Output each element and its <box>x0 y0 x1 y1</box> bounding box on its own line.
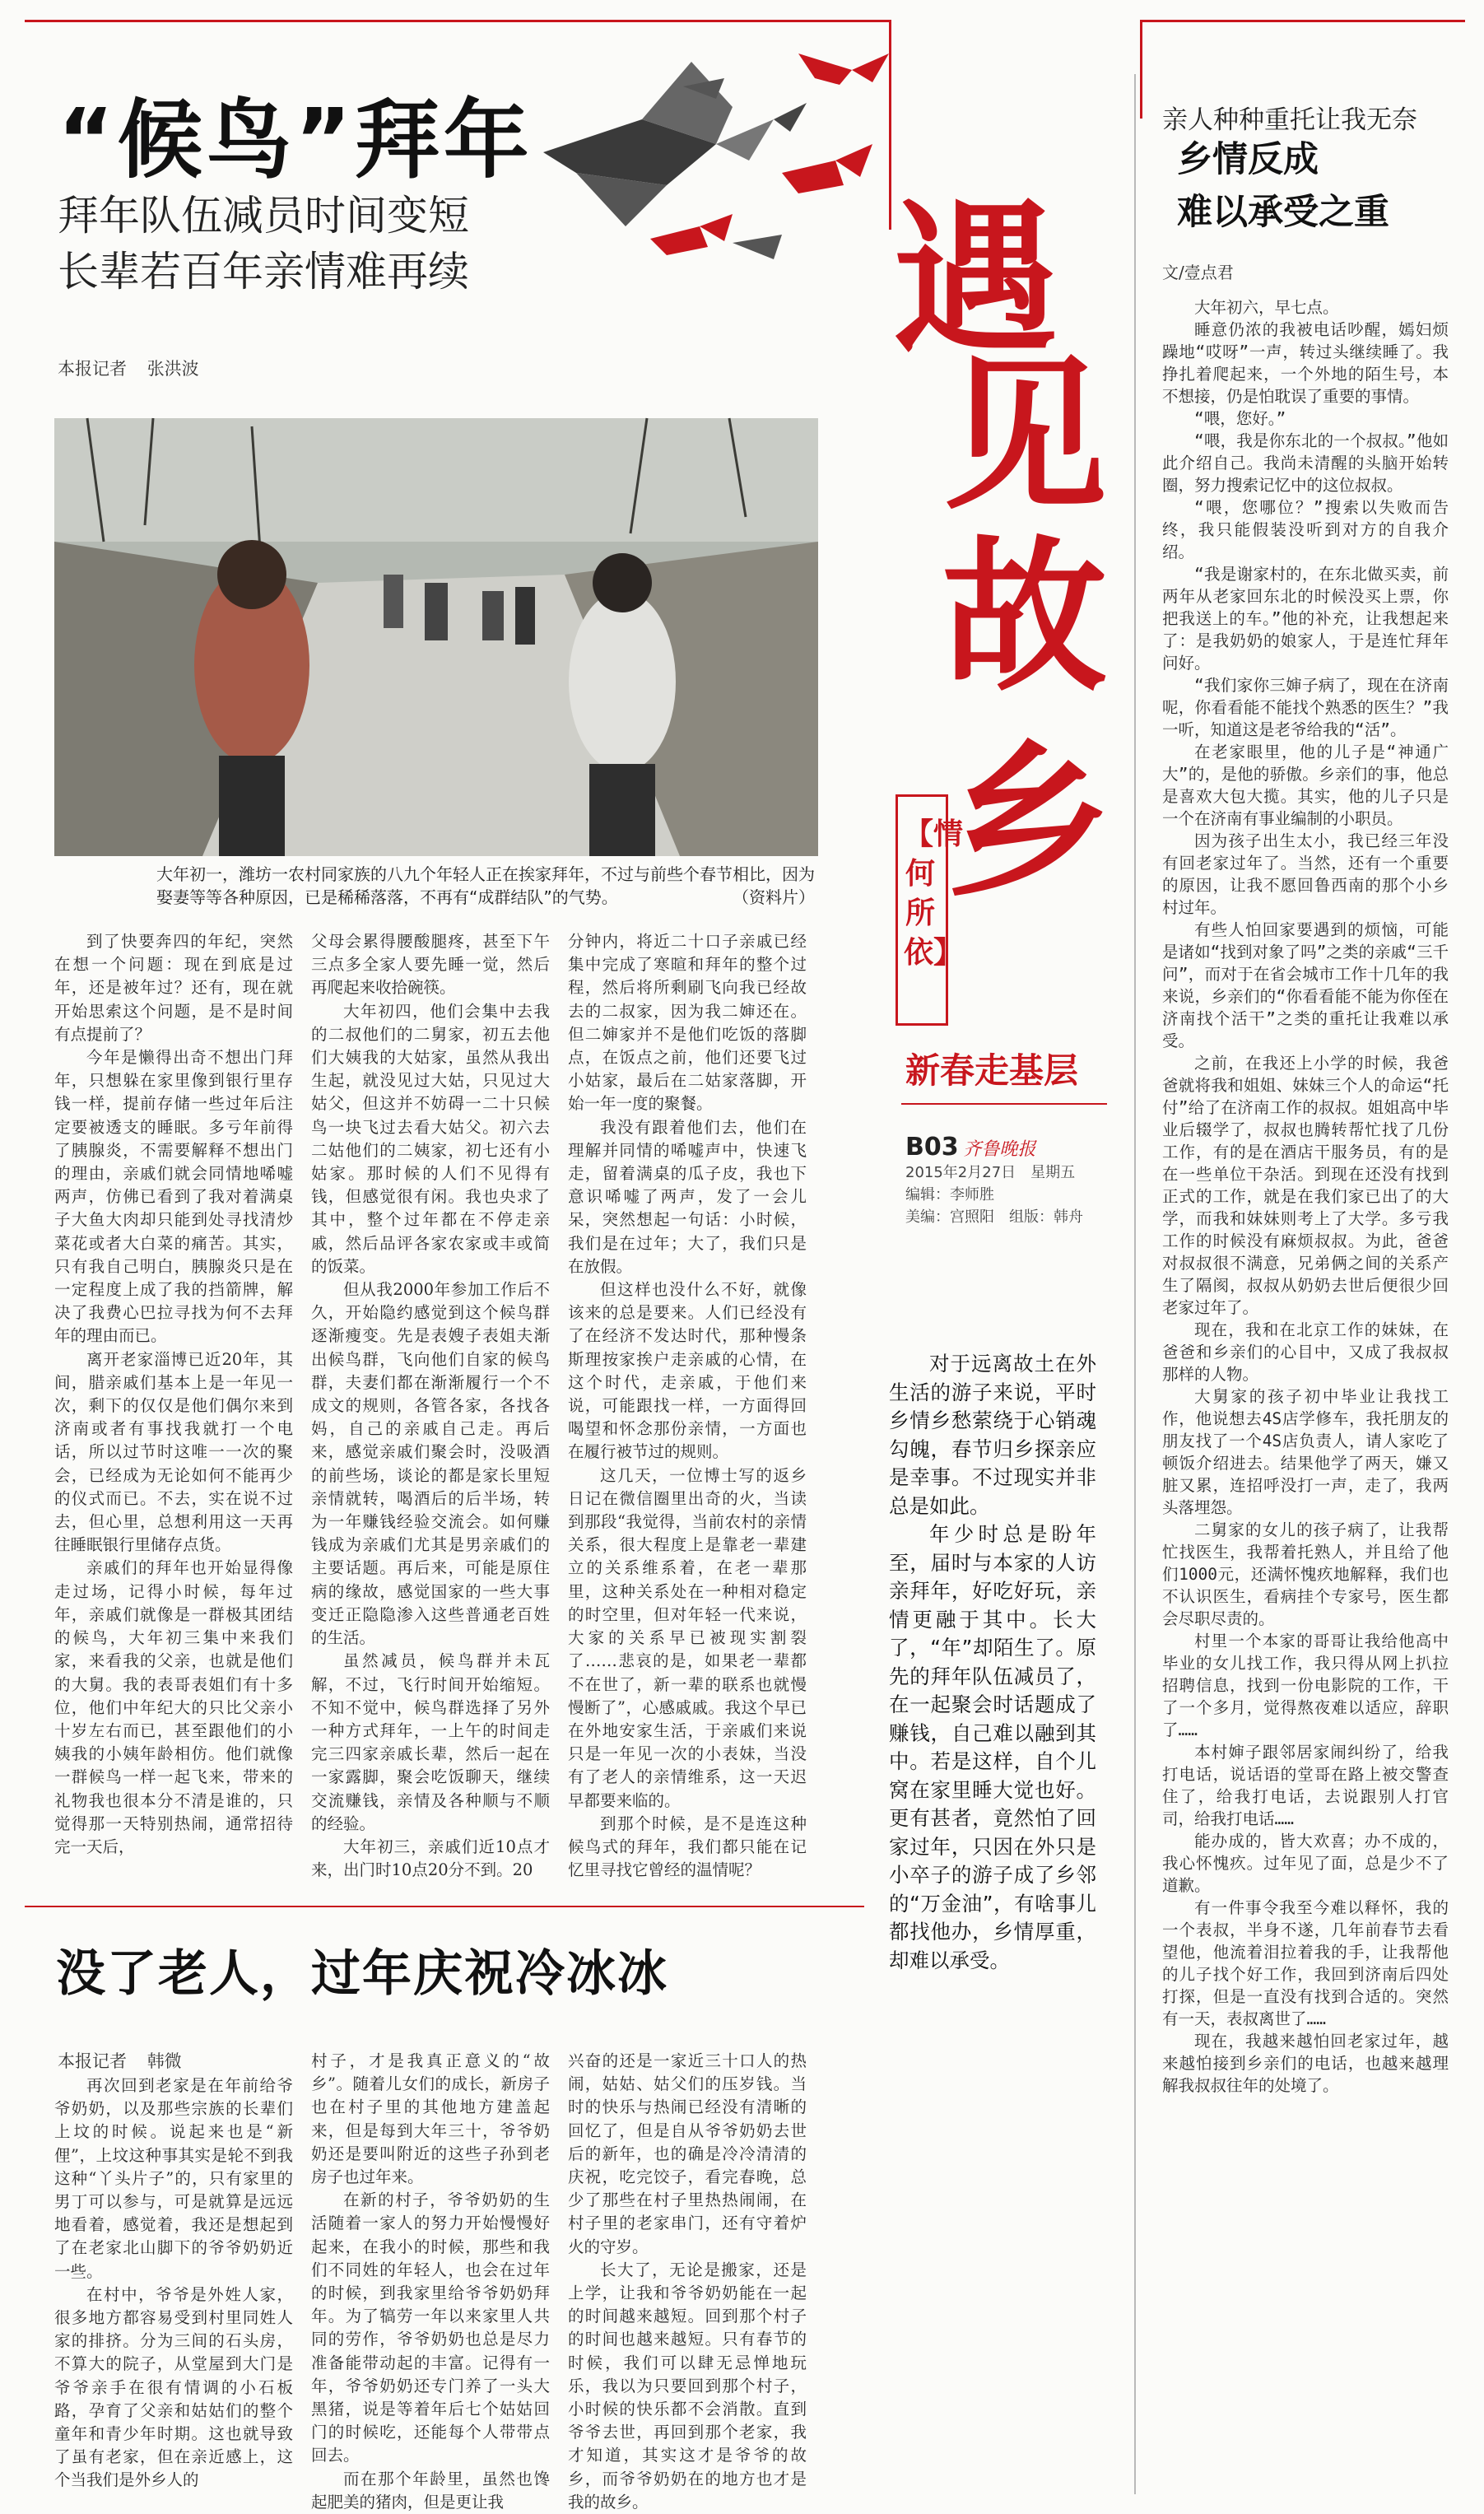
paragraph: 大年初三，亲戚们近10点才来，出门时10点20分不到。20 <box>311 1837 550 1880</box>
top-rule-left <box>25 20 889 22</box>
paragraph: 在村中，爷爷是外姓人家，很多地方都容易受到村里同姓人家的排挤。分为三间的石头房，不算大的院子，从堂屋到大门是爷爷亲手在很有情调的小石板路，孕育了父亲和姑姑们的整个童年和青少年时期。这也就导致了虽有老家，但在亲近感上，这个当我们是外乡人的 <box>54 2284 293 2490</box>
editor-line: 编辑：李师胜 <box>905 1186 994 1203</box>
paragraph: 因为孩子出生太小，我已经三年没有回老家过年了。当然，还有一个重要的原因，让我不愿回鲁西南的那个小乡村过年。 <box>1162 831 1449 917</box>
village-photo <box>54 418 818 856</box>
meta-rule <box>901 1103 1107 1105</box>
main-byline <box>58 356 199 380</box>
paragraph: 二舅家的女儿的孩子病了，让我帮忙找医生，我帮着托熟人，并且给了他们1000元，还满怀愧疚地解释，我们也不认识医生，看病挂个专家号，医生都会尽职尽责的。 <box>1162 1520 1449 1628</box>
second-story-column-3 <box>568 2050 807 2512</box>
paragraph: 在新的村子，爷爷奶奶的生活随着一家人的努力开始慢慢好起来，在我小的时候，那些和我们不同姓的年轻人，也会在过年的时候，到我家里给爷爷奶奶拜年。为了犒劳一年以来家里人共同的劳作，爷爷奶奶也总是尽力准备能带动起的丰富。记得有一年，爷爷奶奶还专门养了一头大黑猪，说是等着年后七个姑姑回门的时候吃，还能每个人带带点回去。 <box>311 2190 550 2465</box>
paragraph: 村里一个本家的哥哥让我给他高中毕业的女儿找工作，我只得从网上扒拉招聘信息，找到一份电影院的工作，干了一个多月，觉得熬夜难以适应，辞职了…… <box>1162 1632 1449 1739</box>
page-number: B03 <box>905 1133 959 1162</box>
paragraph: “喂，您哪位？”搜索以失败而告终，我只能假装没听到对方的自我介绍。 <box>1162 498 1449 561</box>
feature-title-char-3: 故 <box>942 520 1107 714</box>
lede-paragraph: 对于远离故土在外生活的游子来说，平时乡情乡愁萦绕于心销魂勾魄，春节归乡探亲应是幸事。不过现实并非总是如此。 <box>889 1352 1096 1518</box>
top-rule-right <box>1140 20 1465 22</box>
section-label: 新春走基层 <box>905 1050 1079 1091</box>
paragraph: 这几天，一位博士写的返乡日记在微信圈里出奇的火，当读到那段“我觉得，当前农村的亲情关系，很大程度上是靠老一辈建立的关系维系着，在老一辈那里，这种关系处在一种相对稳定的时空里，但对年轻一代来说，大家的关系早已被现实割裂了……悲哀的是，如果老一辈都不在世了，新一辈的联系也就慢慢断了”，心感戚戚。我这个早已在外地安家生活，于亲戚们来说只是一年见一次的小表妹，当没有了老人的亲情维系，这一天迟早都要来临的。 <box>568 1465 807 1810</box>
paragraph: 在老家眼里，他的儿子是“神通广大”的，是他的骄傲。乡亲们的事，他总是喜欢大包大揽。其实，他的儿子只是一个在济南有事业编制的小职员。 <box>1162 743 1449 828</box>
main-photo <box>54 418 818 856</box>
paragraph: 大年初六，早七点。 <box>1194 298 1339 317</box>
bird-shape <box>835 144 872 177</box>
side-title-line-1: 乡情反成 <box>1177 139 1319 180</box>
bird-shape <box>733 235 782 259</box>
feature-title-char-1: 遇 <box>892 183 1058 376</box>
paragraph: 今年是懒得出奇不想出门拜年，只想躲在家里像到银行里存钱一样，提前存储一些过年后注定要被透支的睡眠。多亏年前得了胰腺炎，不需要解释不想出门的理由，亲戚们就会同情地唏嘘两声，仿佛已看到了我对着满桌子大鱼大肉却只能到处寻找清炒菜花或者大白菜的痛苦。其实，只有我自己明白，胰腺炎只是在一定程度上成了我的挡箭牌，解决了我费心巴拉寻找为何不去拜年的理由而已。 <box>54 1048 293 1346</box>
bird-shape <box>650 226 708 255</box>
second-headline: 没了老人，过年庆祝冷冰冰 <box>56 1945 668 2003</box>
design-line: 美编：宫照阳 组版：韩舟 <box>905 1208 1083 1226</box>
side-story-kicker: 亲人种种重托让我无奈 <box>1162 105 1417 135</box>
lede-paragraph: 年少时总是盼年至，届时与本家的人访亲拜年，好吃好玩，亲情更融于其中。长大了，“年”却陌生了。原先的拜年队伍减员了，在一起聚会时话题成了赚钱，自己难以融到其中。若是这样，自个儿窝在家里睡大觉也好。更有甚者，竟然怕了回家过年，只因在外只是小卒子的游子成了乡邻的“万金油”，有啥事儿都找他办，乡情厚重，却难以承受。 <box>889 1522 1096 1972</box>
paragraph: 有一件事令我至今难以释怀，我的一个表叔，半身不遂，几年前春节去看望他，他流着泪拉着我的手，让我帮他的儿子找个好工作，我回到济南后四处打探，但是一直没有找到合适的。突然有一天，表叔离世了…… <box>1162 1898 1449 2028</box>
caption-text: 大年初一，潍坊一农村同家族的八九个年轻人正在挨家拜年，不过与前些个春节相比，因为娶妻等等各种原因，已是稀稀落落，不再有“成群结队”的气势。 <box>156 864 815 907</box>
side-title-line-2: 难以承受之重 <box>1177 192 1389 233</box>
paragraph: “我们家你三婶子病了，现在在济南呢，你看看能不能找个熟悉的医生？”我一听，知道这是老爷给我的“活”。 <box>1162 676 1449 739</box>
main-subtitle-line-2: 长辈若百年亲情难再续 <box>58 248 469 296</box>
paragraph: 但这样也没什么不好，就像该来的总是要来。人们已经没有了在经济不发达时代，那种慢条斯理按家挨户走亲戚的心情，在这个时代，走亲戚，于他们来说，可能跟找一样，一方面得回喝望和怀念那份亲情，一方面也在履行被节过的规则。 <box>568 1280 807 1462</box>
paragraph: 睡意仍浓的我被电话吵醒，嫣妇烦躁地“哎呀”一声，转过头继续睡了。我挣扎着爬起来，一个外地的陌生号，本不想接，仍是怕耽误了重要的事情。 <box>1162 320 1449 406</box>
paragraph: 之前，在我还上小学的时候，我爸爸就将我和姐姐、妹妹三个人的命运“托付”给了在济南工作的叔叔。姐姐高中毕业后辍学了，叔叔也腾转帮忙找了几份工作，有的是在酒店干服务员，有的是在一些单位干杂活。到现在还没有找到正式的工作，就是在我们家已出了的大学，而我和妹妹则考上了大学。多亏我工作的时候没有麻烦叔叔。为此，爸爸对叔叔很不满意，兄弟俩之间的关系产生了隔阂，叔叔从奶奶去世后便很少回老家过年了。 <box>1162 1054 1449 1317</box>
byline-name: 张洪波 <box>147 359 199 379</box>
bird-shape <box>782 161 844 193</box>
paragraph: 兴奋的还是一家近三十口人的热闹，姑姑、姑父们的压岁钱。当时的快乐与热闹已经没有清晰的回忆了，但是自从爷爷奶奶去世后的新年，也的确是冷冷清清的庆祝，吃完饺子，看完春晚，总少了那些在村子里热热闹闹，在村子里的老家串门，还有守着炉火的守岁。 <box>568 2051 807 2256</box>
paragraph: 而在那个年龄里，虽然也馋起肥美的猪肉，但是更让我 <box>311 2469 550 2512</box>
byline-role: 本报记者 <box>58 2051 127 2071</box>
main-story-column-3 <box>568 930 807 1880</box>
second-story-column-1 <box>54 2074 293 2490</box>
paragraph: 离开老家淄博已近20年，其间，腊亲戚们基本上是一年见一次，剩下的仅仅是他们偶尔来到济南或者有事找我就打一个电话，所以过节时这唯一一次的聚会，已经成为无论如何不能再少的仪式而已。不去，实在说不过去，但心里，总想利用这一天再往睡眠银行里储存点货。 <box>54 1349 293 1555</box>
right-top-rule <box>1140 20 1142 119</box>
second-byline <box>58 2048 182 2073</box>
caption-credit: （资料片） <box>733 887 815 907</box>
main-story-column-1 <box>54 930 293 1865</box>
paragraph: 能办成的，皆大欢喜；办不成的，我心怀愧疚。过年见了面，总是少不了道歉。 <box>1162 1832 1449 1895</box>
section-rule <box>25 1906 864 1907</box>
paragraph: 父母会累得腰酸腿疼，甚至下午三点多全家人要先睡一觉，然后再爬起来收拾碗筷。 <box>311 932 550 998</box>
main-story-column-2 <box>311 930 550 1880</box>
paragraph: 到了快要奔四的年纪，突然在想一个问题：现在到底是过年，还是被年过？还有，现在就开始思索这个问题，是不是时间有点提前了？ <box>54 932 293 1044</box>
second-story-column-2 <box>311 2050 550 2512</box>
byline-role: 本报记者 <box>58 359 127 379</box>
paragraph: “我是谢家村的，在东北做买卖，前两年从老家回东北的时候没买上票，你把我送上的车。”他的补充，让我想起来了：是我奶奶的娘家人，于是连忙拜年问好。 <box>1162 565 1449 673</box>
bird-shape <box>700 214 733 241</box>
paragraph: 大舅家的孩子初中毕业让我找工作，他说想去4S店学修车，我托朋友的朋友找了一个4S店负责人，请人家吃了顿饭介绍进去。结果他学了两天，嫌又脏又累，连招呼没打一声，走了，我两头落埋怨。 <box>1162 1387 1449 1517</box>
byline-name: 韩微 <box>147 2051 182 2071</box>
bird-shape <box>852 54 889 82</box>
paragraph: 村子，才是我真正意义的“故乡”。随着儿女们的成长，新房子也在村子里的其他地方建盖起来，但是每到大年三十，爷爷奶奶还是要叫附近的这些子孙到老房子也过年来。 <box>311 2051 550 2187</box>
paragraph: 到那个时候，是不是连这种候鸟式的拜年，我们都只能在记忆里寻找它曾经的温情呢？ <box>568 1813 807 1880</box>
paragraph: 虽然减员，候鸟群并未瓦解，不过，飞行时间开始缩短。不知不觉中，候鸟群选择了另外一种方式拜年，一上午的时间走完三四家亲戚长辈，然后一起在一家露脚，聚会吃饭聊天，继续交流赚钱，亲情及各种顺与不顺的经验。 <box>311 1651 550 1833</box>
paragraph: 现在，我越来越怕回老家过年，越来越怕接到乡亲们的电话，也越来越理解我叔叔往年的处境了。 <box>1162 2032 1449 2095</box>
bird-shape <box>774 103 807 132</box>
feature-title-char-4: 乡 <box>946 726 1111 919</box>
side-story-author: 文/壹点君 <box>1162 263 1234 282</box>
paragraph: 亲戚们的拜年也开始显得像走过场，记得小时候，每年过年，亲戚们就像是一群极其团结的候鸟，大年初三集中来我们家，来看我的父亲，也就是他们的大舅。我的表哥表姐们有十多位，他们中年纪大的只比父亲小十岁左右而已，甚至跟他们的小姨我的小姨年龄相仿。他们就像一群候鸟一样一起飞来，带来的礼物我也很本分不清是谁的，只觉得那一天特别热闹，通常招待完一天后， <box>54 1558 293 1856</box>
paragraph: 大年初四，他们会集中去我的二叔他们的二舅家，初五去他们大姨我的大姑家，虽然从我出生起，就没见过大姑，只见过大姑父，但这并不妨碍一二十只候鸟一块飞过去看大姑父。初六去二姑他们的二姨家，初七还有小姑家。那时候的人们不见得有钱，但感觉很有闲。我也央求了其中，整个过年都在不停走亲戚，然后品评各家农家或丰或简的饭菜。 <box>311 1001 550 1276</box>
bird-shape <box>798 54 852 85</box>
main-subtitle <box>58 188 469 300</box>
paragraph: 但从我2000年参加工作后不久，开始隐约感觉到这个候鸟群逐渐瘦变。先是表嫂子表姐夫渐出候鸟群，飞向他们自家的候鸟群，夫妻们都在渐渐履行一个不成文的规则，各管各家，各找各妈，自己的亲戚自己走。再后来，感觉亲戚们聚会时，没吸酒的前些场，谈论的都是家长里短亲情就转，喝酒后的后半场，转为一年赚钱经验交流会。如何赚钱成为亲戚们尤其是男亲戚们的主要话题。再后来，可能是原住病的缘故，感觉国家的一些大事变迁正隐隐渗入这些普通老百姓的生活。 <box>311 1280 550 1648</box>
date-line: 2015年2月27日 星期五 <box>905 1164 1076 1181</box>
main-headline: “候鸟”拜年 <box>58 90 533 190</box>
paragraph: “喂，您好。” <box>1194 409 1286 428</box>
paragraph: “喂，我是你东北的一个叔叔。”他如此介绍自己。我尚未清醒的头脑开始转圈，努力搜索记忆中的这位叔叔。 <box>1162 431 1449 495</box>
paragraph: 长大了，无论是搬家，还是上学，让我和爷爷奶奶能在一起的时间越来越短。回到那个村子的时间也越来越短。只有春节的时候，我们可以肆无忌惮地玩乐，我以为只要回到那个村子，小时候的快乐都不会消散。直到爷爷去世，再回到那个老家，我才知道，其实这才是爷爷的故乡，而爷爷奶奶在的地方也才是我的故乡。 <box>568 2260 807 2512</box>
feature-lede <box>889 1350 1096 1975</box>
crane-illustration <box>527 29 905 292</box>
bird-shape <box>716 119 774 161</box>
paragraph: 我没有跟着他们去，他们在理解并同情的唏嘘声中，快速飞走，留着满桌的瓜子皮，我也下意识唏嘘了两声，发了一会儿呆，突然想起一句话：小时候，我们是在过年；大了，我们只是在放假。 <box>568 1117 807 1276</box>
paper-logo: 齐鲁晚报 <box>963 1139 1036 1160</box>
side-story-title <box>1177 133 1389 239</box>
paragraph: 再次回到老家是在年前给爷爷奶奶，以及那些宗族的长辈们上坟的时候。说起来也是“新俚”，上坟这种事其实是轮不到我这种“丫头片子”的，只有家里的男丁可以参与，可是就算是远远地看着，感觉着，我还是想起到了在老家北山脚下的爷爷奶奶近一些。 <box>54 2076 293 2281</box>
photo-caption <box>156 863 815 909</box>
paragraph: 有些人怕回家要遇到的烦恼，可能是诸如“找到对象了吗”之类的亲戚“三千问”，而对于在省会城市工作十几年的我来说，乡亲们的“你看看能不能为你侄在济南找个活干”之类的重托让我难以承受。 <box>1162 920 1449 1050</box>
side-story-body <box>1162 296 1449 2486</box>
main-subtitle-line-1: 拜年队伍减员时间变短 <box>58 192 469 240</box>
page-meta <box>905 1133 1083 1228</box>
paragraph: 现在，我和在北京工作的妹妹，在爸爸和乡亲们的心目中，又成了我叔叔那样的人物。 <box>1162 1320 1449 1384</box>
right-column-divider <box>1134 74 1136 2494</box>
paragraph: 本村婶子跟邻居家闹纠纷了，给我打电话，说话语的堂哥在路上被交警查住了，给我打电话，去说跟别人打官司，给我打电话…… <box>1162 1743 1449 1828</box>
feature-title-char-2: 见 <box>942 339 1107 533</box>
paragraph: 分钟内，将近二十口子亲戚已经集中完成了寒暄和拜年的整个过程，然后将所剩刷飞向我已经故去的二叔家，因为我二婶还在。但二婶家并不是他们吃饭的落脚点，在饭点之前，他们还要飞过小姑家，最后在二姑家落脚，开始一年一度的聚餐。 <box>568 932 807 1114</box>
section-tag: 【情何所依】 <box>904 817 964 970</box>
